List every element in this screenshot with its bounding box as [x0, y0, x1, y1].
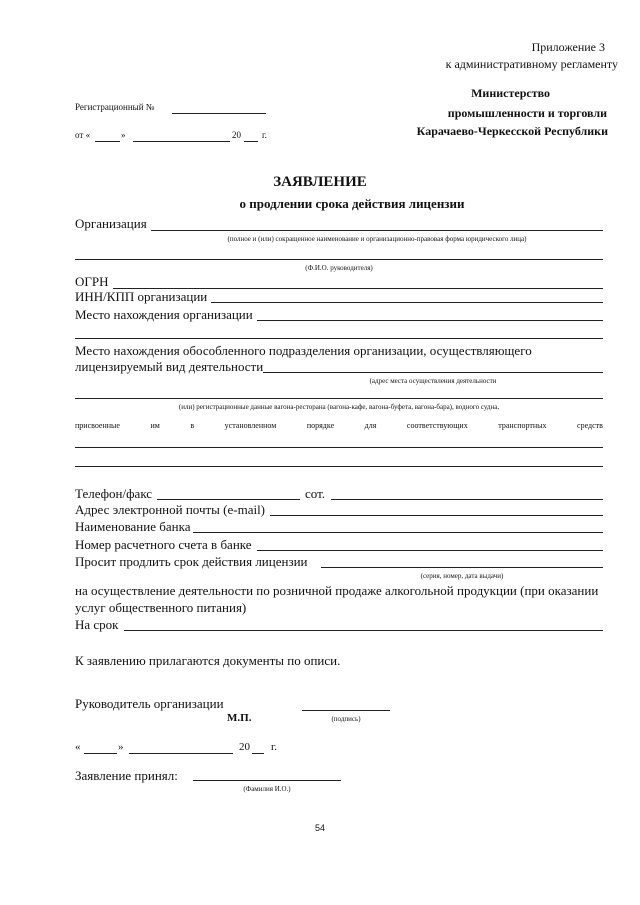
wagon-caption: (или) регистрационные данные вагона-ресторана (вагона-кафе, вагона-буфета, вагона-бара), водного судна,	[178, 403, 500, 411]
email-line[interactable]	[270, 515, 603, 516]
term-line[interactable]	[124, 630, 603, 631]
registration-date-close: »	[121, 130, 126, 140]
stamp-label: М.П.	[227, 712, 252, 724]
organization-caption: (полное и (или) сокращенное наименование и организационно-правовая форма юридического лица)	[227, 235, 527, 243]
signature-caption: (подпись)	[331, 715, 361, 723]
head-name-caption: (Ф.И.О. руководителя)	[305, 264, 373, 272]
accepted-label: Заявление принял:	[75, 768, 178, 783]
accepted-name-line[interactable]	[193, 780, 341, 781]
branch-line[interactable]	[263, 372, 603, 373]
sign-date-close: »	[118, 741, 124, 753]
page-number: 54	[314, 823, 325, 833]
registration-year-suffix: г.	[262, 130, 267, 140]
branch-caption: (адрес места осуществления деятельности	[369, 377, 497, 385]
signature-line[interactable]	[302, 710, 390, 711]
organization-line[interactable]	[151, 230, 603, 231]
assigned-word-8: транспортных	[498, 421, 547, 430]
blank-line-1[interactable]	[75, 447, 603, 448]
blank-line-2[interactable]	[75, 466, 603, 467]
registration-day-line[interactable]	[95, 141, 120, 142]
inn-label: ИНН/КПП организации	[75, 289, 208, 304]
registration-label: Регистрационный №	[75, 102, 155, 112]
assigned-word-4: установленном	[224, 421, 277, 430]
registration-date-open: от «	[75, 130, 91, 140]
assigned-word-9: средств	[577, 421, 603, 430]
assigned-word-3: в	[190, 421, 195, 430]
assigned-word-6: для	[364, 421, 377, 430]
page-subtitle: о продлении срока действия лицензии	[239, 196, 465, 211]
accepted-name-caption: (Фамилия И.О.)	[243, 785, 291, 793]
page-title: ЗАЯВЛЕНИЕ	[273, 174, 367, 190]
mobile-line[interactable]	[331, 499, 603, 500]
activity-line1: на осуществление деятельности по розничной продаже алкогольной продукции (при оказании	[75, 583, 599, 598]
account-line[interactable]	[257, 550, 603, 551]
appendix-number: Приложение 3	[531, 40, 605, 54]
sign-year-prefix: 20	[239, 741, 250, 753]
sign-year-suffix: г.	[271, 741, 278, 753]
inn-line[interactable]	[211, 302, 603, 303]
mobile-label: сот.	[305, 486, 326, 501]
organization-label: Организация	[75, 216, 147, 231]
ministry-line2: промышленности и торговли	[447, 106, 607, 120]
extend-label: Просит продлить срок действия лицензии	[75, 554, 308, 569]
registration-month-line[interactable]	[133, 141, 230, 142]
bank-label: Наименование банка	[75, 519, 191, 534]
branch-label-line2: лицензируемый вид деятельности	[75, 359, 264, 374]
assigned-word-5: порядке	[306, 421, 335, 430]
ministry-line1: Министерство	[471, 86, 550, 100]
head-signature-label: Руководитель организации	[75, 696, 224, 711]
assigned-word-1: присвоенные	[75, 421, 120, 430]
head-name-line[interactable]	[75, 259, 603, 260]
registration-year-prefix: 20	[232, 130, 241, 140]
ogrn-label: ОГРН	[75, 274, 109, 289]
attachments-text: К заявлению прилагаются документы по описи.	[75, 653, 341, 668]
term-label: На срок	[75, 617, 119, 632]
assigned-word-7: соответствующих	[406, 421, 468, 430]
phone-line[interactable]	[157, 499, 300, 500]
sign-day-line[interactable]	[84, 753, 117, 754]
assigned-word-2: им	[150, 421, 160, 430]
bank-line[interactable]	[193, 532, 603, 533]
extend-line[interactable]	[321, 567, 603, 568]
extend-caption: (серия, номер, дата выдачи)	[420, 572, 504, 580]
location-line[interactable]	[257, 320, 603, 321]
location-line-2[interactable]	[75, 338, 603, 339]
activity-line2: услуг общественного питания)	[75, 600, 247, 615]
sign-date-open: «	[75, 741, 81, 753]
sign-month-line[interactable]	[129, 753, 233, 754]
registration-year-line[interactable]	[244, 141, 258, 142]
wagon-line[interactable]	[75, 398, 603, 399]
registration-number-line[interactable]	[172, 113, 266, 114]
branch-label-line1: Место нахождения обособленного подразделения организации, осуществляющего	[75, 343, 532, 358]
assigned-text-row	[75, 421, 603, 430]
location-label: Место нахождения организации	[75, 307, 253, 322]
account-label: Номер расчетного счета в банке	[75, 537, 252, 552]
email-label: Адрес электронной почты (e-mail)	[75, 502, 266, 517]
ministry-line3: Карачаево-Черкесской Республики	[416, 124, 608, 138]
sign-year-line[interactable]	[252, 753, 264, 754]
appendix-regulation: к административному регламенту	[445, 57, 618, 71]
phone-label: Телефон/факс	[75, 486, 153, 501]
